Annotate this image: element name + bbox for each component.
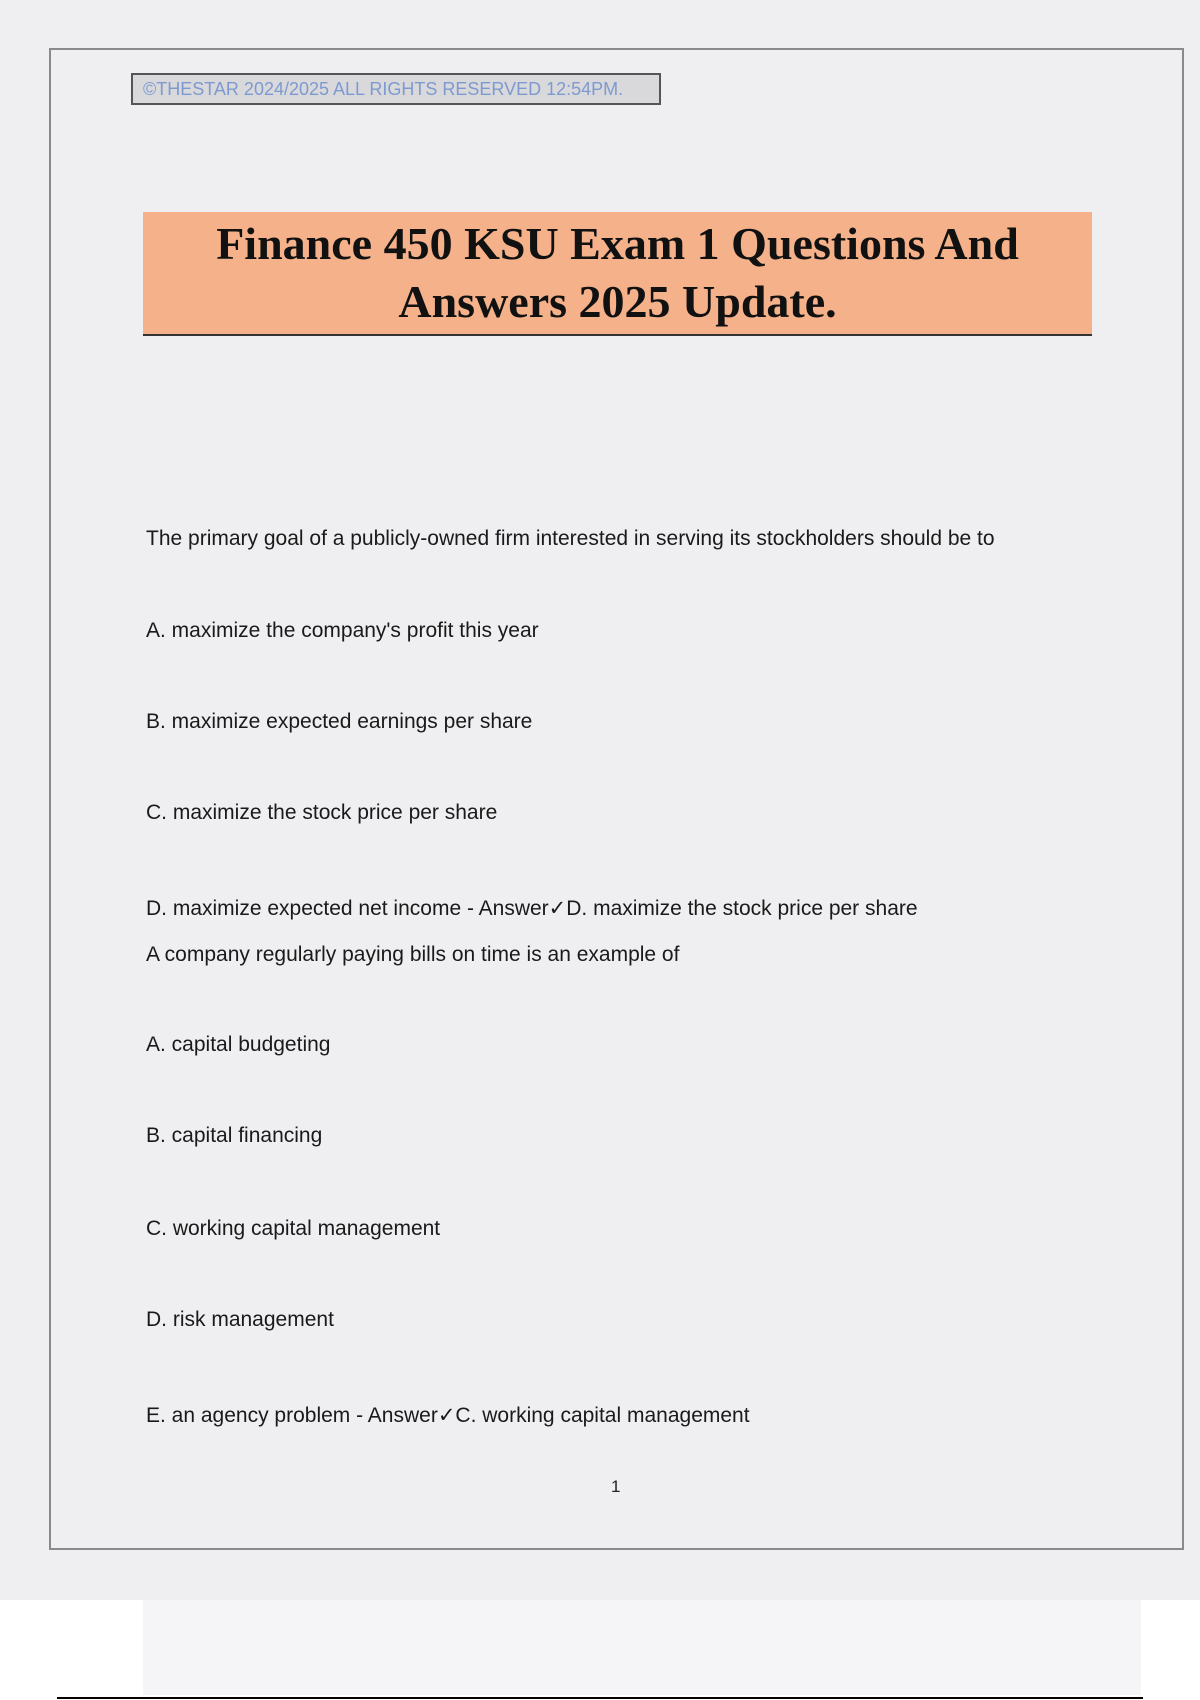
question-1-option-d-answer: D. maximize expected net income - Answer✓D. maximize the stock price per share: [146, 897, 918, 920]
question-2-option-d: D. risk management: [146, 1308, 334, 1331]
question-1-option-c: C. maximize the stock price per share: [146, 801, 498, 824]
title-line-1: Finance 450 KSU Exam 1 Questions And: [216, 218, 1019, 269]
document-title: [188, 215, 1048, 331]
question-2-option-e-answer: E. an agency problem - Answer✓C. working capital management: [146, 1404, 750, 1427]
document-page: [49, 48, 1184, 1550]
question-1-option-a: A. maximize the company's profit this year: [146, 619, 539, 642]
question-2-text: A company regularly paying bills on time is an example of: [146, 943, 680, 966]
next-page-preview: [143, 1600, 1141, 1695]
title-box: [143, 212, 1092, 336]
question-2-option-a: A. capital budgeting: [146, 1033, 331, 1056]
page-number: 1: [611, 1477, 621, 1496]
question-2-option-c: C. working capital management: [146, 1217, 441, 1240]
question-1-option-b: B. maximize expected earnings per share: [146, 710, 533, 733]
question-2-option-b: B. capital financing: [146, 1124, 323, 1147]
copyright-banner: ©THESTAR 2024/2025 ALL RIGHTS RESERVED 12:54PM.: [131, 73, 661, 105]
question-1-text: The primary goal of a publicly-owned firm interested in serving its stockholders should be to: [146, 527, 995, 550]
title-line-2: Answers 2025 Update.: [398, 276, 837, 327]
bottom-rule: [57, 1697, 1143, 1699]
